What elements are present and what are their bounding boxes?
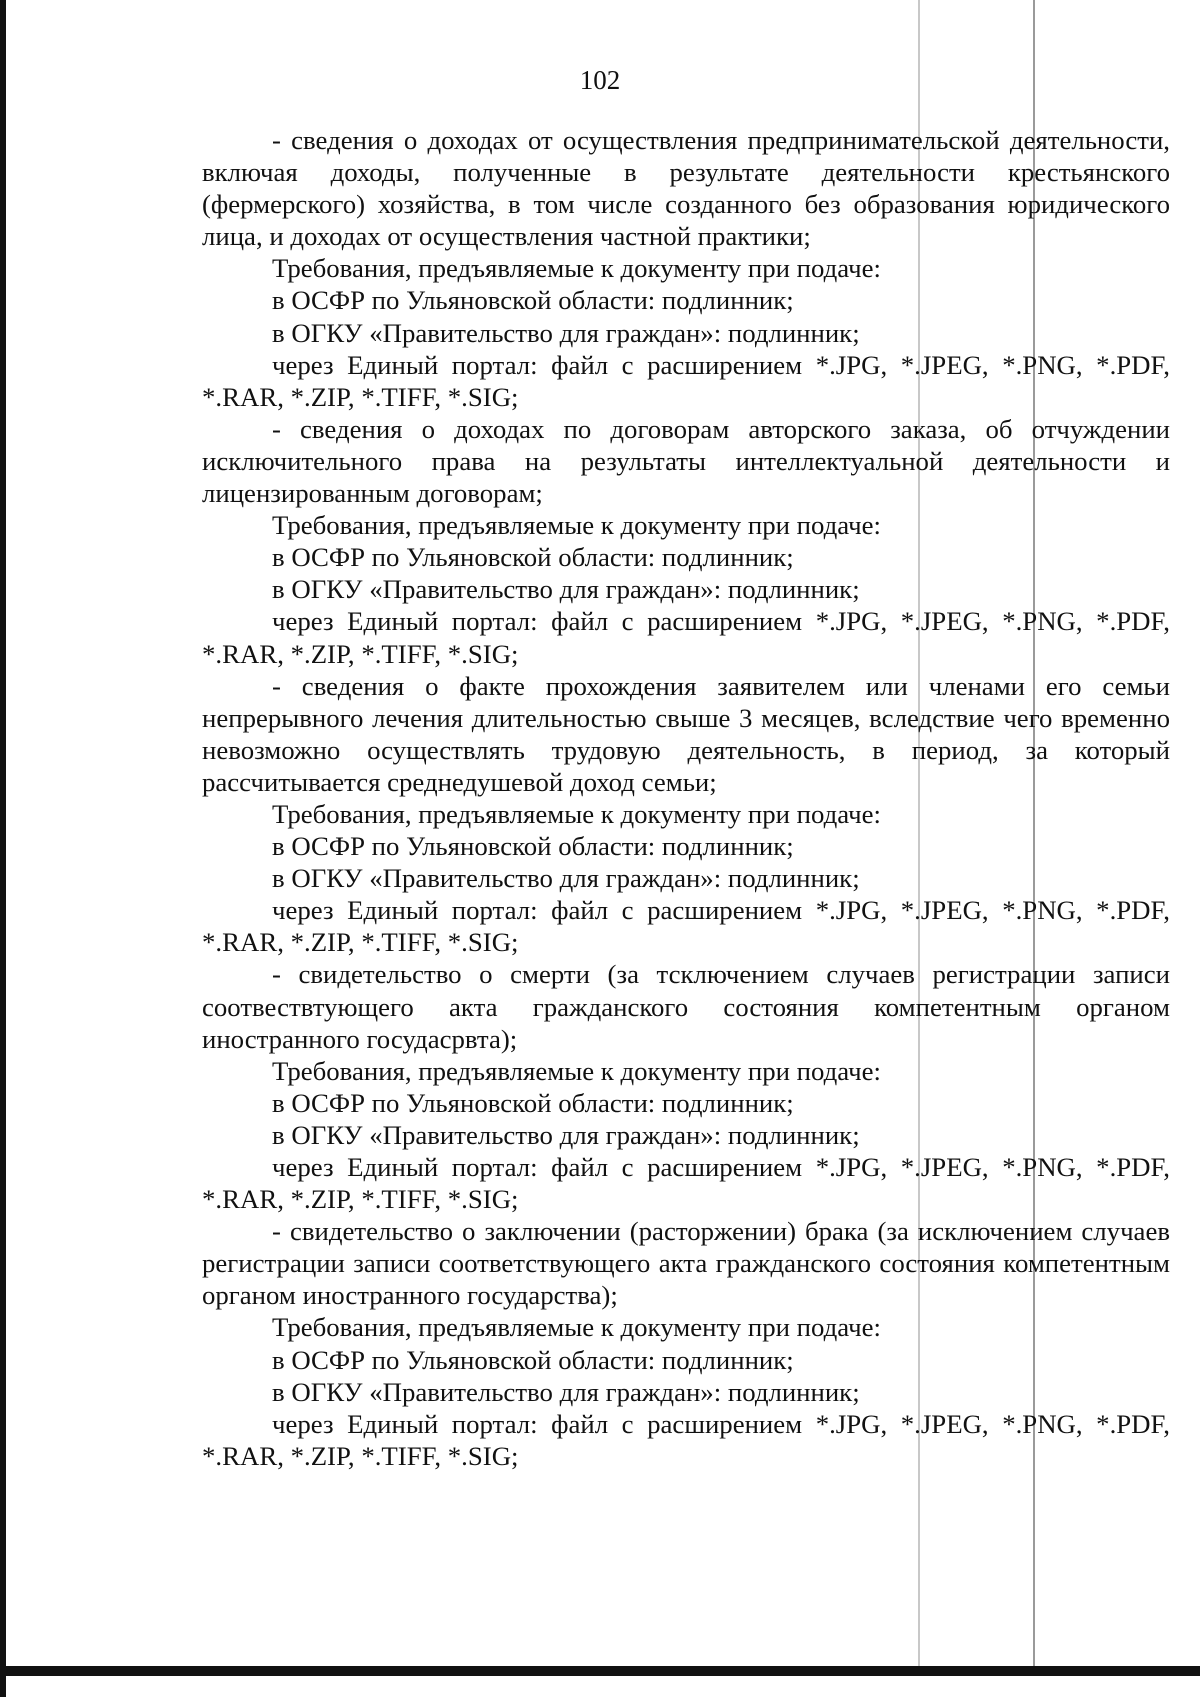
requirement-osfr: в ОСФР по Ульяновской области: подлинник; <box>272 542 794 573</box>
scan-bottom-edge <box>0 1666 1200 1676</box>
requirements-title: Требования, предъявляемые к документу при подаче: <box>272 253 881 284</box>
document-item: - сведения о факте прохождения заявителем или членами его семьи непрерывного лечения длительностью свыше 3 месяцев, вследствие чего временно невозможно осуществлять трудовую деятельность, в период, за который рассчитывается среднедушевой доход семьи; <box>202 670 1170 797</box>
document-item: - сведения о доходах от осуществления предпринимательской деятельности, включая доходы, полученные в результате деятельности крестьянского (фермерского) хозяйства, в том числе созданного без образования юридического лица, и доходах от осуществления частной практики; <box>202 125 1170 252</box>
requirements-title: Требования, предъявляемые к документу при подаче: <box>272 798 881 829</box>
document-item: - свидетельство о смерти (за тсключением случаев регистрации записи соотвествтующего акта гражданского состояния компетентным органом иностранного госудасрвта); <box>202 959 1170 1054</box>
requirement-ogku: в ОГКУ «Правительство для граждан»: подлинник; <box>272 1376 860 1407</box>
requirement-ogku: в ОГКУ «Правительство для граждан»: подлинник; <box>272 317 860 348</box>
requirement-osfr: в ОСФР по Ульяновской области: подлинник; <box>272 831 794 862</box>
requirement-ogku: в ОГКУ «Правительство для граждан»: подлинник; <box>272 574 860 605</box>
document-item: - свидетельство о заключении (расторжении) брака (за исключением случаев регистрации записи соответствующего акта гражданского состояния компетентным органом иностранного государства); <box>202 1216 1170 1311</box>
requirement-ogku: в ОГКУ «Правительство для граждан»: подлинник; <box>272 863 860 894</box>
requirements-title: Требования, предъявляемые к документу при подаче: <box>272 510 881 541</box>
requirement-portal: через Единый портал: файл с расширением *.JPG, *.JPEG, *.PNG, *.PDF, *.RAR, *.ZIP, *.TIFF, *.SIG; <box>202 895 1170 958</box>
requirement-portal: через Единый портал: файл с расширением *.JPG, *.JPEG, *.PNG, *.PDF, *.RAR, *.ZIP, *.TIFF, *.SIG; <box>202 606 1170 669</box>
requirement-portal: через Единый портал: файл с расширением *.JPG, *.JPEG, *.PNG, *.PDF, *.RAR, *.ZIP, *.TIFF, *.SIG; <box>202 349 1170 412</box>
document-body <box>202 124 1170 1472</box>
scan-left-edge <box>0 0 6 1697</box>
page-number: 102 <box>579 65 621 95</box>
requirement-portal: через Единый портал: файл с расширением *.JPG, *.JPEG, *.PNG, *.PDF, *.RAR, *.ZIP, *.TIFF, *.SIG; <box>202 1152 1170 1215</box>
document-item: - сведения о доходах по договорам авторского заказа, об отчуждении исключительного права на результаты интеллектуальной деятельности и лицензированным договорам; <box>202 413 1170 509</box>
requirements-title: Требования, предъявляемые к документу при подаче: <box>272 1312 881 1343</box>
requirement-osfr: в ОСФР по Ульяновской области: подлинник; <box>272 285 794 316</box>
requirements-title: Требования, предъявляемые к документу при подаче: <box>272 1055 881 1086</box>
requirement-osfr: в ОСФР по Ульяновской области: подлинник; <box>272 1344 794 1375</box>
requirement-osfr: в ОСФР по Ульяновской области: подлинник; <box>272 1087 794 1118</box>
requirement-portal: через Единый портал: файл с расширением *.JPG, *.JPEG, *.PNG, *.PDF, *.RAR, *.ZIP, *.TIFF, *.SIG; <box>202 1408 1170 1471</box>
requirement-ogku: в ОГКУ «Правительство для граждан»: подлинник; <box>272 1119 860 1150</box>
